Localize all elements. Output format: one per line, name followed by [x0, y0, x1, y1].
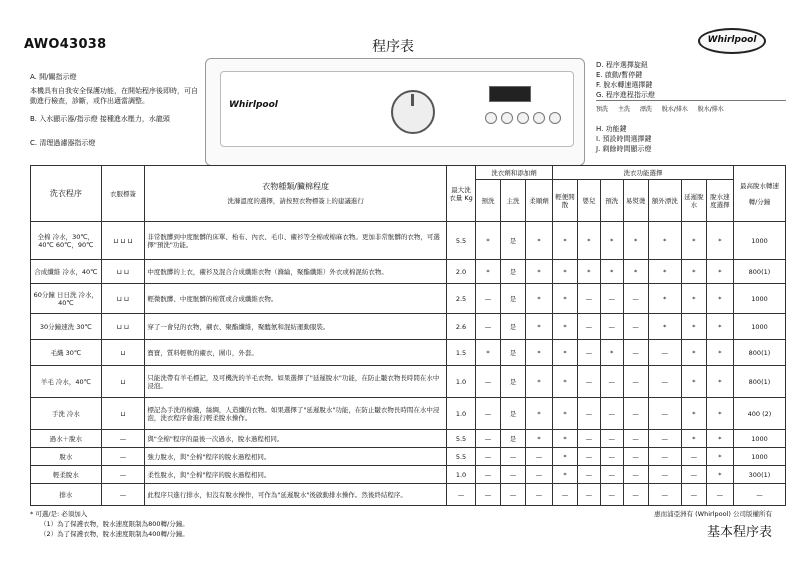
panel-brand: Whirlpool: [229, 100, 278, 110]
start-pause-button-icon: [549, 112, 561, 124]
function-button-icon: [501, 112, 513, 124]
row-f1: *: [553, 430, 578, 448]
row-d2: —: [501, 448, 526, 466]
row-f3: —: [600, 466, 623, 484]
row-d3: —: [525, 484, 552, 506]
header-function-light: 輕便開散: [553, 180, 578, 222]
row-d3: —: [525, 466, 552, 484]
row-description: 強力脫水，與"全棉"程序的脫水過程相同。: [145, 448, 447, 466]
row-f3: —: [600, 430, 623, 448]
progress-step: 主洗: [617, 106, 630, 113]
label-a-note: 本機具有自我安全保護功能，在開始程序後即時，可自動進行檢查，診斷，或作出適當調整。: [30, 87, 198, 105]
header-care-label: 衣服標簽: [101, 166, 145, 222]
row-d1: *: [476, 260, 501, 284]
row-load: 5.5: [446, 222, 475, 260]
row-f3: —: [600, 366, 623, 398]
row-program: 排水: [31, 484, 102, 506]
progress-step: 脫水/排水: [661, 106, 688, 113]
row-d3: *: [525, 340, 552, 366]
row-care-label: ⊔: [101, 398, 145, 430]
footer-note-1: （1）為了保護衣物，脫水速度限制為800轉/分鐘。: [40, 520, 189, 528]
row-f7: *: [706, 448, 733, 466]
row-load: 1.0: [446, 466, 475, 484]
row-f7: *: [706, 466, 733, 484]
row-load: 5.5: [446, 448, 475, 466]
row-f2: —: [577, 398, 600, 430]
row-f6: *: [681, 398, 706, 430]
footer-note-2: （2）為了保護衣物，脫水速度限制為400轉/分鐘。: [40, 530, 189, 538]
row-d2: 是: [501, 284, 526, 314]
row-description: 標記為手洗的棉織，絲綢，人造纖的衣物。如果選擇了"延遲脫水"功能，在防止皺衣物長時間在水中浸泡，洗衣程序會進行輕柔脫水操作。: [145, 398, 447, 430]
row-care-label: ⊔ ⊔: [101, 260, 145, 284]
row-load: 2.6: [446, 314, 475, 340]
row-care-label: ⊔ ⊔: [101, 284, 145, 314]
row-d3: *: [525, 366, 552, 398]
row-care-label: ⊔ ⊔ ⊔: [101, 222, 145, 260]
row-f4: *: [623, 260, 648, 284]
row-f3: —: [600, 284, 623, 314]
row-f4: —: [623, 484, 648, 506]
time-display-icon: [489, 86, 531, 102]
label-j: J. 剩餘時間顯示燈: [596, 145, 652, 153]
row-spin: 300(1): [733, 466, 785, 484]
row-d3: *: [525, 260, 552, 284]
row-load: 2.0: [446, 260, 475, 284]
row-program: 合成纖維 冷水，40℃: [31, 260, 102, 284]
row-f2: *: [577, 260, 600, 284]
row-d3: *: [525, 284, 552, 314]
header-fabric: [145, 166, 447, 222]
footer-legend: * 可選/是: 必須加入: [30, 510, 88, 518]
row-d2: —: [501, 466, 526, 484]
row-spin: 1000: [733, 448, 785, 466]
row-f5: —: [648, 366, 681, 398]
row-f1: *: [553, 222, 578, 260]
row-f7: *: [706, 314, 733, 340]
header-fabric-note: 洗滌溫度的選擇，請按照衣物標簽上的建議進行: [227, 196, 364, 205]
row-f7: *: [706, 398, 733, 430]
progress-step: 脫水/排水: [697, 106, 724, 113]
row-d1: —: [476, 484, 501, 506]
row-care-label: ⊔ ⊔: [101, 314, 145, 340]
table-row: [31, 340, 786, 366]
label-g: G. 程序進程指示燈: [596, 91, 655, 99]
table-row: [31, 398, 786, 430]
header-detergent-softener: 柔順劑: [525, 180, 552, 222]
row-d3: —: [525, 448, 552, 466]
label-e: E. 啟動/暫停鍵: [596, 71, 643, 79]
row-f5: —: [648, 398, 681, 430]
row-spin: 1000: [733, 284, 785, 314]
row-f3: *: [600, 222, 623, 260]
row-f5: *: [648, 314, 681, 340]
row-f4: —: [623, 430, 648, 448]
row-care-label: —: [101, 466, 145, 484]
header-max-spin: [733, 166, 785, 222]
row-care-label: —: [101, 484, 145, 506]
row-f2: —: [577, 448, 600, 466]
row-f6: *: [681, 340, 706, 366]
row-load: —: [446, 484, 475, 506]
row-d2: 是: [501, 340, 526, 366]
row-program: 手洗 冷水: [31, 398, 102, 430]
row-d2: 是: [501, 398, 526, 430]
copyright-notice: 惠而浦亞洲有 (Whirlpool) 公司版權所有: [654, 510, 772, 518]
row-d3: *: [525, 398, 552, 430]
header-function-baby: 嬰兒: [577, 180, 600, 222]
row-description: 柔性脫水，與"全棉"程序的脫水過程相同。: [145, 466, 447, 484]
row-f2: —: [577, 366, 600, 398]
row-description: 此程序只進行排水，但沒有脫水操作，可作為"延遲脫水"後啟動排水操作。然後終結程序。: [145, 484, 447, 506]
row-f5: —: [648, 484, 681, 506]
row-spin: 800(1): [733, 260, 785, 284]
row-spin: 800(1): [733, 340, 785, 366]
row-d1: —: [476, 314, 501, 340]
row-f7: *: [706, 430, 733, 448]
row-load: 1.0: [446, 366, 475, 398]
table-row: [31, 448, 786, 466]
row-f4: —: [623, 340, 648, 366]
row-d1: *: [476, 222, 501, 260]
row-f2: —: [577, 340, 600, 366]
header-detergent-group: 洗衣劑和添加劑: [476, 166, 553, 180]
whirlpool-logo: [698, 28, 766, 54]
row-f5: *: [648, 260, 681, 284]
row-f6: —: [681, 466, 706, 484]
model-number: AWO43038: [24, 37, 107, 52]
table-row: [31, 284, 786, 314]
header-program: 洗衣程序: [31, 166, 102, 222]
bottom-title: 基本程序表: [706, 525, 772, 540]
program-table: [30, 165, 786, 506]
header-max-load: 最大洗衣量 Kg: [446, 166, 475, 222]
row-care-label: ⊔: [101, 366, 145, 398]
row-f3: —: [600, 398, 623, 430]
row-f2: —: [577, 430, 600, 448]
function-button-icon: [485, 112, 497, 124]
row-spin: 1000: [733, 430, 785, 448]
panel-body: [220, 71, 574, 147]
table-row: [31, 484, 786, 506]
row-f5: *: [648, 284, 681, 314]
row-description: 只能洗帶有羊毛標記，及可機洗的羊毛衣物。如果選擇了"延遲脫水"功能，在防止皺衣物長時間在水中浸泡。: [145, 366, 447, 398]
row-f3: —: [600, 448, 623, 466]
row-f4: *: [623, 222, 648, 260]
row-program: 毛織 30℃: [31, 340, 102, 366]
row-f3: —: [600, 314, 623, 340]
table-row: [31, 314, 786, 340]
row-f5: —: [648, 340, 681, 366]
row-spin: 800(1): [733, 366, 785, 398]
row-program: 輕柔脫水: [31, 466, 102, 484]
row-f4: —: [623, 366, 648, 398]
header-detergent-prewash: 預洗: [476, 180, 501, 222]
row-f5: —: [648, 430, 681, 448]
label-i: I. 預設時間選擇鍵: [596, 135, 652, 143]
row-description: 中度骯髒的上衣，襯衫及混合合成纖維衣物（滌綸，聚酯纖維）外衣或棉混紡衣物。: [145, 260, 447, 284]
row-program: 過水＋脫水: [31, 430, 102, 448]
row-f1: —: [553, 484, 578, 506]
table-row: [31, 366, 786, 398]
row-d2: 是: [501, 366, 526, 398]
header-function-spin-select: 脫水速度選擇: [706, 180, 733, 222]
header-function-prewash: 預洗: [600, 180, 623, 222]
row-d1: —: [476, 466, 501, 484]
row-f1: *: [553, 314, 578, 340]
label-a: A. 開/關指示燈: [30, 73, 77, 81]
table-row: [31, 260, 786, 284]
row-d2: 是: [501, 222, 526, 260]
row-f6: *: [681, 284, 706, 314]
row-care-label: —: [101, 448, 145, 466]
row-d1: —: [476, 448, 501, 466]
header-function-group: 洗衣功能選擇: [553, 166, 734, 180]
row-d3: *: [525, 222, 552, 260]
row-d1: —: [476, 366, 501, 398]
label-d: D. 程序選擇旋鈕: [596, 61, 648, 69]
row-d2: 是: [501, 430, 526, 448]
row-description: 輕微骯髒、中度骯髒的棉質或合成纖維衣物。: [145, 284, 447, 314]
row-f1: *: [553, 448, 578, 466]
row-program: 30分鐘速洗 30℃: [31, 314, 102, 340]
row-f1: *: [553, 284, 578, 314]
row-f1: *: [553, 340, 578, 366]
header-detergent-mainwash: 主洗: [501, 180, 526, 222]
row-f2: —: [577, 484, 600, 506]
label-h: H. 功能鍵: [596, 125, 627, 133]
row-f7: *: [706, 340, 733, 366]
row-f3: —: [600, 484, 623, 506]
page-title: 程序表: [372, 39, 414, 55]
row-program: 脫水: [31, 448, 102, 466]
row-d1: —: [476, 430, 501, 448]
row-d3: *: [525, 314, 552, 340]
row-f6: *: [681, 430, 706, 448]
row-f6: —: [681, 484, 706, 506]
logo-text: Whirlpool: [707, 35, 757, 45]
row-program: 全棉 冷水，30℃，40℃ 60℃，90℃: [31, 222, 102, 260]
row-f7: —: [706, 484, 733, 506]
row-description: 穿了一會兒的衣物，襯衣、聚酯纖維，聚醯氨和混紡運動服裝。: [145, 314, 447, 340]
row-d1: *: [476, 340, 501, 366]
row-f6: —: [681, 448, 706, 466]
row-load: 2.5: [446, 284, 475, 314]
table-row: [31, 466, 786, 484]
row-f4: —: [623, 466, 648, 484]
row-d1: —: [476, 398, 501, 430]
row-f6: *: [681, 222, 706, 260]
row-d2: 是: [501, 260, 526, 284]
row-d2: —: [501, 484, 526, 506]
row-f7: *: [706, 366, 733, 398]
label-c: C. 清理過濾器指示燈: [30, 139, 96, 147]
row-d2: 是: [501, 314, 526, 340]
row-f2: —: [577, 466, 600, 484]
row-program: 60分鐘 日日洗 冷水，40℃: [31, 284, 102, 314]
row-f2: *: [577, 222, 600, 260]
row-f1: *: [553, 398, 578, 430]
header-fabric-type: 衣物種類/臟棉程度: [262, 181, 329, 191]
row-care-label: —: [101, 430, 145, 448]
label-b: B. 入水顯示器/指示燈 接種進水壓力，水龍頭: [30, 115, 170, 123]
row-spin: 1000: [733, 222, 785, 260]
progress-step: 漂洗: [639, 106, 652, 113]
row-f5: —: [648, 448, 681, 466]
label-f: F. 脫水轉速選擇鍵: [596, 81, 653, 89]
header-function-extra-rinse: 額外漂洗: [648, 180, 681, 222]
header-function-easy-iron: 易熨燙: [623, 180, 648, 222]
header-function-delay-spin: 延遲脫水: [681, 180, 706, 222]
header-max-spin-label: 最高脫水轉速: [739, 181, 779, 190]
row-f7: *: [706, 222, 733, 260]
row-spin: —: [733, 484, 785, 506]
row-load: 5.5: [446, 430, 475, 448]
program-knob-icon: [391, 90, 435, 134]
row-f3: *: [600, 260, 623, 284]
row-f4: —: [623, 398, 648, 430]
row-f4: —: [623, 284, 648, 314]
row-f6: *: [681, 314, 706, 340]
row-care-label: ⊔: [101, 340, 145, 366]
row-load: 1.0: [446, 398, 475, 430]
control-panel-illustration: [205, 58, 585, 166]
function-button-icon: [517, 112, 529, 124]
row-f4: —: [623, 448, 648, 466]
row-description: 與"全棉"程序的最後一次過水，脫水過程相同。: [145, 430, 447, 448]
row-f2: —: [577, 314, 600, 340]
row-spin: 1000: [733, 314, 785, 340]
table-row: [31, 222, 786, 260]
row-f6: *: [681, 366, 706, 398]
row-f7: *: [706, 260, 733, 284]
row-description: 非常骯髒到中度骯髒的床單、枱布、內衣、毛巾、襯衫等全棉或棉麻衣物。更加非常骯髒的衣物，可選擇"預洗"功能。: [145, 222, 447, 260]
header-spin-unit: 轉/分鐘: [748, 197, 771, 206]
row-f2: —: [577, 284, 600, 314]
row-f5: —: [648, 466, 681, 484]
row-f4: —: [623, 314, 648, 340]
row-load: 1.5: [446, 340, 475, 366]
progress-strip: [596, 100, 786, 113]
row-d1: —: [476, 284, 501, 314]
function-button-icon: [533, 112, 545, 124]
row-d3: *: [525, 430, 552, 448]
row-f1: *: [553, 366, 578, 398]
row-f3: *: [600, 340, 623, 366]
table-row: [31, 430, 786, 448]
row-f1: *: [553, 260, 578, 284]
progress-step: 預洗: [596, 106, 609, 113]
row-f7: *: [706, 284, 733, 314]
row-program: 羊毛 冷水，40℃: [31, 366, 102, 398]
row-spin: 400 (2): [733, 398, 785, 430]
row-f1: *: [553, 466, 578, 484]
row-description: 寶寶，質料輕軟的襯衣，圍巾，外套。: [145, 340, 447, 366]
row-f6: *: [681, 260, 706, 284]
row-f5: *: [648, 222, 681, 260]
